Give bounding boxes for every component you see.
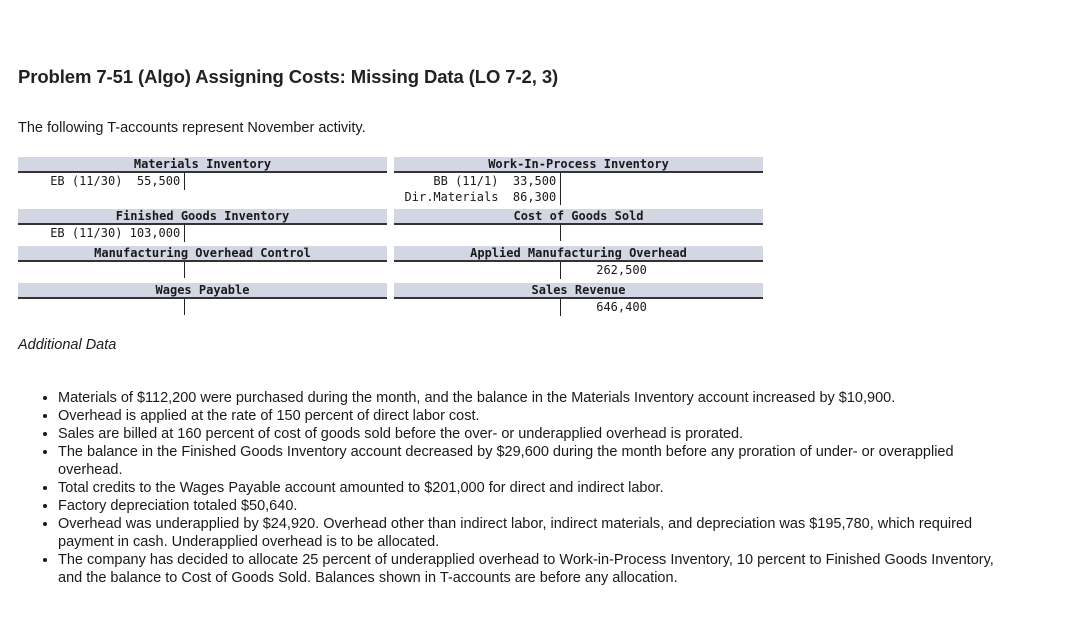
additional-data-list — [40, 389, 998, 587]
t-accounts — [18, 157, 763, 320]
t-account-wip-inventory — [394, 157, 763, 209]
list-item: • The company has decided to allocate 25 percent of underapplied overhead to Work-in-Process Inventory, 10 percent to Finished Goods Inventory, and the balance to Cost of Goods Sold. Balances shown in T-accounts are before any allocation. — [58, 551, 998, 587]
debit-side — [394, 262, 561, 279]
list-item: • Overhead is applied at the rate of 150 percent of direct labor cost. — [58, 407, 998, 425]
credit-side — [185, 262, 387, 278]
debit-side: BB (11/1) 33,500 Dir.Materials 86,300 — [394, 173, 561, 205]
debit-side: EB (11/30) 103,000 — [18, 225, 185, 242]
credit-side — [185, 173, 387, 190]
t-account-title: Work-In-Process Inventory — [394, 157, 763, 173]
t-account-row — [18, 246, 763, 283]
t-account-applied-mfg-overhead — [394, 246, 763, 283]
t-account-finished-goods-inventory — [18, 209, 387, 246]
debit-side — [18, 299, 185, 315]
t-account-title: Cost of Goods Sold — [394, 209, 763, 225]
credit-side — [561, 173, 763, 205]
intro-text: The following T-accounts represent November activity. — [18, 120, 366, 136]
t-account-title: Finished Goods Inventory — [18, 209, 387, 225]
t-account-mfg-overhead-control — [18, 246, 387, 283]
t-account-title: Applied Manufacturing Overhead — [394, 246, 763, 262]
debit-side — [394, 299, 561, 316]
credit-side — [185, 225, 387, 242]
list-item: • Factory depreciation totaled $50,640. — [58, 497, 998, 515]
t-account-title: Materials Inventory — [18, 157, 387, 173]
t-account-title: Sales Revenue — [394, 283, 763, 299]
list-item: • The balance in the Finished Goods Inventory account decreased by $29,600 during the month before any proration of under- or overapplied overhead. — [58, 443, 998, 479]
t-account-row — [18, 283, 763, 320]
list-item: • Materials of $112,200 were purchased during the month, and the balance in the Materials Inventory account increased by $10,900. — [58, 389, 998, 407]
t-account-row — [18, 209, 763, 246]
list-item: • Total credits to the Wages Payable account amounted to $201,000 for direct and indirect labor. — [58, 479, 998, 497]
credit-side — [185, 299, 387, 315]
t-account-row — [18, 157, 763, 209]
credit-side — [561, 225, 763, 241]
t-account-title: Manufacturing Overhead Control — [18, 246, 387, 262]
list-item: • Sales are billed at 160 percent of cost of goods sold before the over- or underapplied overhead is prorated. — [58, 425, 998, 443]
debit-side — [394, 225, 561, 241]
t-account-materials-inventory — [18, 157, 387, 209]
t-account-wages-payable — [18, 283, 387, 320]
t-account-title: Wages Payable — [18, 283, 387, 299]
debit-side: EB (11/30) 55,500 — [18, 173, 185, 190]
credit-side: 262,500 — [596, 263, 647, 277]
credit-side: 646,400 — [596, 300, 647, 314]
page-title: Problem 7-51 (Algo) Assigning Costs: Missing Data (LO 7-2, 3) — [18, 66, 559, 87]
debit-side — [18, 262, 185, 278]
additional-data-heading: Additional Data — [18, 337, 117, 353]
t-account-sales-revenue — [394, 283, 763, 320]
t-account-cost-of-goods-sold — [394, 209, 763, 246]
list-item: • Overhead was underapplied by $24,920. Overhead other than indirect labor, indirect materials, and depreciation was $195,780, which required payment in cash. Underapplied overhead is to be allocated. — [58, 515, 998, 551]
